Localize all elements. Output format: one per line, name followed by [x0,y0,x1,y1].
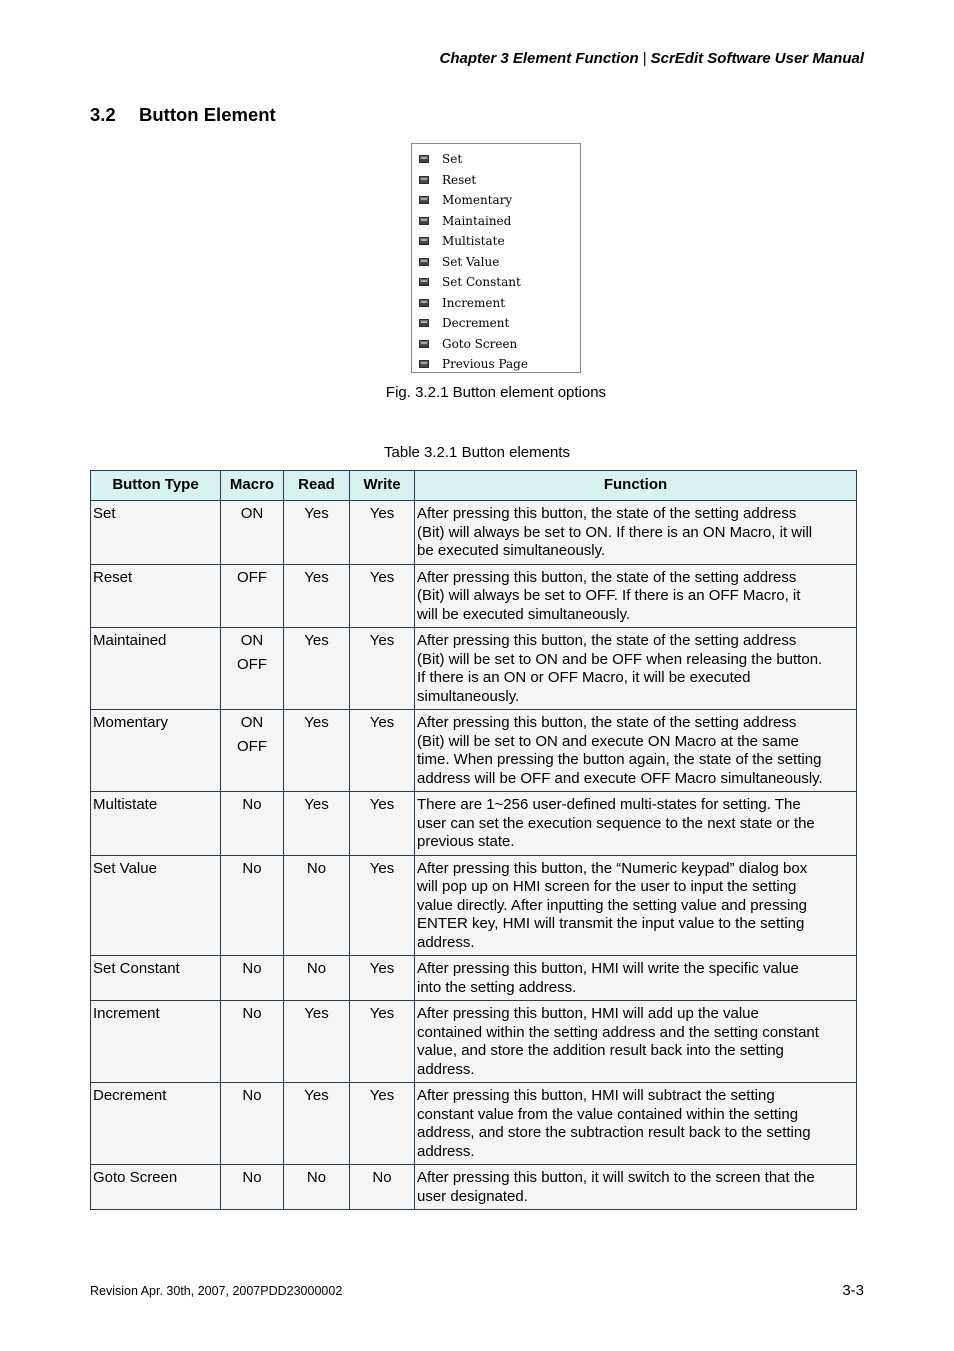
cell-function [415,1083,857,1165]
menu-item[interactable] [412,231,580,252]
function-text-line: simultaneously. [417,687,520,705]
cell-read: Yes [284,501,350,565]
function-text-line: After pressing this button, the state of the setting address [417,568,797,586]
cell-function [415,628,857,710]
function-text-line: After pressing this button, the “Numeric keypad” dialog box [417,859,808,877]
header-macro: Macro [221,471,284,501]
table-row [91,855,857,956]
function-text-line: After pressing this button, the state of the setting address [417,714,797,731]
function-text-line: constant value from the value contained within the setting [417,1105,799,1123]
cell-macro [221,792,284,856]
cell-button-type: Maintained [91,628,221,710]
section-number: 3.2 [90,104,116,125]
macro-value: OFF [237,568,267,586]
table-row [91,628,857,710]
cell-macro [221,710,284,792]
function-text-line: After pressing this button, it will switch to the screen that the [417,1169,815,1186]
cell-macro [221,501,284,565]
manual-title: ScrEdit Software User Manual [650,50,864,67]
cell-macro [221,956,284,1001]
cell-write: Yes [350,501,415,565]
button-icon [419,237,429,245]
macro-value: ON [240,632,264,649]
button-icon [419,155,429,163]
menu-item[interactable] [412,354,580,375]
table-row [91,501,857,565]
cell-button-type: Goto Screen [91,1165,221,1210]
function-text-line: After pressing this button, the state of the setting address [417,505,797,522]
function-text-line: address. [417,1060,475,1078]
table-header-row [91,471,857,501]
cell-button-type: Reset [91,564,221,628]
cell-function [415,1165,857,1210]
function-text-line: value, and store the addition result back into the setting [417,1042,784,1059]
menu-item-label: Previous Page [442,357,528,372]
cell-button-type: Set Constant [91,956,221,1001]
cell-write: Yes [350,628,415,710]
macro-value: OFF [237,655,267,673]
cell-macro [221,628,284,710]
function-text-line: user designated. [417,1187,528,1205]
function-text-line: (Bit) will be set to ON and execute ON Macro at the same [417,732,799,750]
button-icon [419,176,429,184]
cell-read: No [284,1165,350,1210]
cell-read: Yes [284,564,350,628]
cell-write: Yes [350,564,415,628]
macro-value: ON [240,714,264,731]
cell-write: Yes [350,792,415,856]
menu-item[interactable] [412,313,580,334]
menu-item[interactable] [412,190,580,211]
macro-value: ON [240,505,264,522]
button-icon [419,299,429,307]
button-elements-table [90,470,857,1210]
button-icon [419,196,429,204]
cell-function [415,956,857,1001]
cell-button-type: Multistate [91,792,221,856]
function-text-line: contained within the setting address and the setting constant [417,1023,819,1041]
function-text-line: address, and store the subtraction result back to the setting [417,1124,811,1141]
menu-item[interactable] [412,149,580,170]
function-text-line: address. [417,933,475,951]
page-number: 3-3 [842,1282,864,1299]
macro-value: No [242,796,262,813]
cell-button-type: Increment [91,1001,221,1083]
revision-note: Revision Apr. 30th, 2007, 2007PDD23000002 [90,1284,343,1298]
menu-item[interactable] [412,334,580,355]
function-text-line: (Bit) will be set to ON and be OFF when releasing the button. [417,650,823,668]
function-text-line: After pressing this button, HMI will add up the value [417,1005,759,1022]
function-text-line: (Bit) will always be set to ON. If there is an ON Macro, it will [417,523,813,541]
button-icon [419,217,429,225]
menu-item[interactable] [412,252,580,273]
chapter-title: Chapter 3 Element Function [439,50,639,67]
table-row [91,1083,857,1165]
cell-function [415,710,857,792]
function-text-line: be executed simultaneously. [417,542,606,559]
section-title: Button Element [139,104,276,125]
cell-read: No [284,956,350,1001]
cell-macro [221,564,284,628]
cell-read: No [284,855,350,956]
menu-item-label: Set [442,152,463,167]
cell-function [415,564,857,628]
menu-item-label: Decrement [442,316,510,331]
menu-item-label: Momentary [442,193,513,208]
cell-button-type: Set Value [91,855,221,956]
header-function: Function [415,471,857,501]
cell-write: Yes [350,710,415,792]
cell-macro [221,855,284,956]
menu-item[interactable] [412,293,580,314]
macro-value: No [242,859,262,877]
cell-read: Yes [284,710,350,792]
button-icon [419,278,429,286]
button-icon [419,360,429,368]
cell-function [415,792,857,856]
menu-item-label: Set Value [442,254,500,269]
function-text-line: value directly. After inputting the setting value and pressing [417,896,807,914]
table-row [91,792,857,856]
macro-value: OFF [237,737,267,755]
button-options-menu [411,143,581,373]
figure-caption: Fig. 3.2.1 Button element options [385,384,607,401]
menu-item[interactable] [412,170,580,191]
table-row [91,1165,857,1210]
menu-item-label: Goto Screen [442,336,518,351]
cell-macro [221,1083,284,1165]
macro-value: No [242,960,262,977]
header-write: Write [350,471,415,501]
header-button-type: Button Type [91,471,221,501]
table-row [91,956,857,1001]
macro-value: No [242,1005,262,1022]
macro-value: No [242,1169,262,1186]
table-caption: Table 3.2.1 Button elements [384,444,570,461]
function-text-line: previous state. [417,833,515,850]
cell-read: Yes [284,1083,350,1165]
cell-read: Yes [284,1001,350,1083]
function-text-line: After pressing this button, HMI will write the specific value [417,960,799,977]
cell-function [415,501,857,565]
menu-item-label: Increment [442,295,506,310]
cell-read: Yes [284,792,350,856]
cell-macro [221,1001,284,1083]
function-text-line: address will be OFF and execute OFF Macro simultaneously. [417,769,823,787]
cell-write: Yes [350,1001,415,1083]
menu-item-label: Multistate [442,234,505,249]
function-text-line: user can set the execution sequence to the next state or the [417,814,815,832]
button-icon [419,340,429,348]
section-heading [90,104,276,126]
menu-item[interactable] [412,211,580,232]
table-row [91,710,857,792]
function-text-line: address. [417,1142,475,1160]
function-text-line: After pressing this button, HMI will subtract the setting [417,1087,775,1104]
menu-item-label: Set Constant [442,275,521,290]
macro-value: No [242,1087,262,1104]
function-text-line: ENTER key, HMI will transmit the input value to the setting [417,915,805,932]
cell-button-type: Set [91,501,221,565]
function-text-line: will pop up on HMI screen for the user to input the setting [417,878,797,895]
cell-button-type: Decrement [91,1083,221,1165]
cell-function [415,855,857,956]
function-text-line: time. When pressing the button again, the state of the setting [417,751,822,768]
cell-button-type: Momentary [91,710,221,792]
page-header [439,50,864,67]
function-text-line: After pressing this button, the state of the setting address [417,632,797,649]
cell-function [415,1001,857,1083]
function-text-line: will be executed simultaneously. [417,605,631,623]
table-row [91,1001,857,1083]
function-text-line: (Bit) will always be set to OFF. If there is an OFF Macro, it [417,587,801,604]
header-read: Read [284,471,350,501]
cell-write: Yes [350,1083,415,1165]
header-separator: | [642,50,647,67]
table-row [91,564,857,628]
function-text-line: into the setting address. [417,978,577,996]
cell-read: Yes [284,628,350,710]
menu-item[interactable] [412,272,580,293]
function-text-line: There are 1~256 user-defined multi-states for setting. The [417,796,801,813]
button-icon [419,319,429,327]
button-icon [419,258,429,266]
cell-write: Yes [350,855,415,956]
menu-item-label: Maintained [442,213,512,228]
cell-write: No [350,1165,415,1210]
menu-item-label: Reset [442,172,477,187]
function-text-line: If there is an ON or OFF Macro, it will be executed [417,669,751,686]
cell-macro [221,1165,284,1210]
cell-write: Yes [350,956,415,1001]
